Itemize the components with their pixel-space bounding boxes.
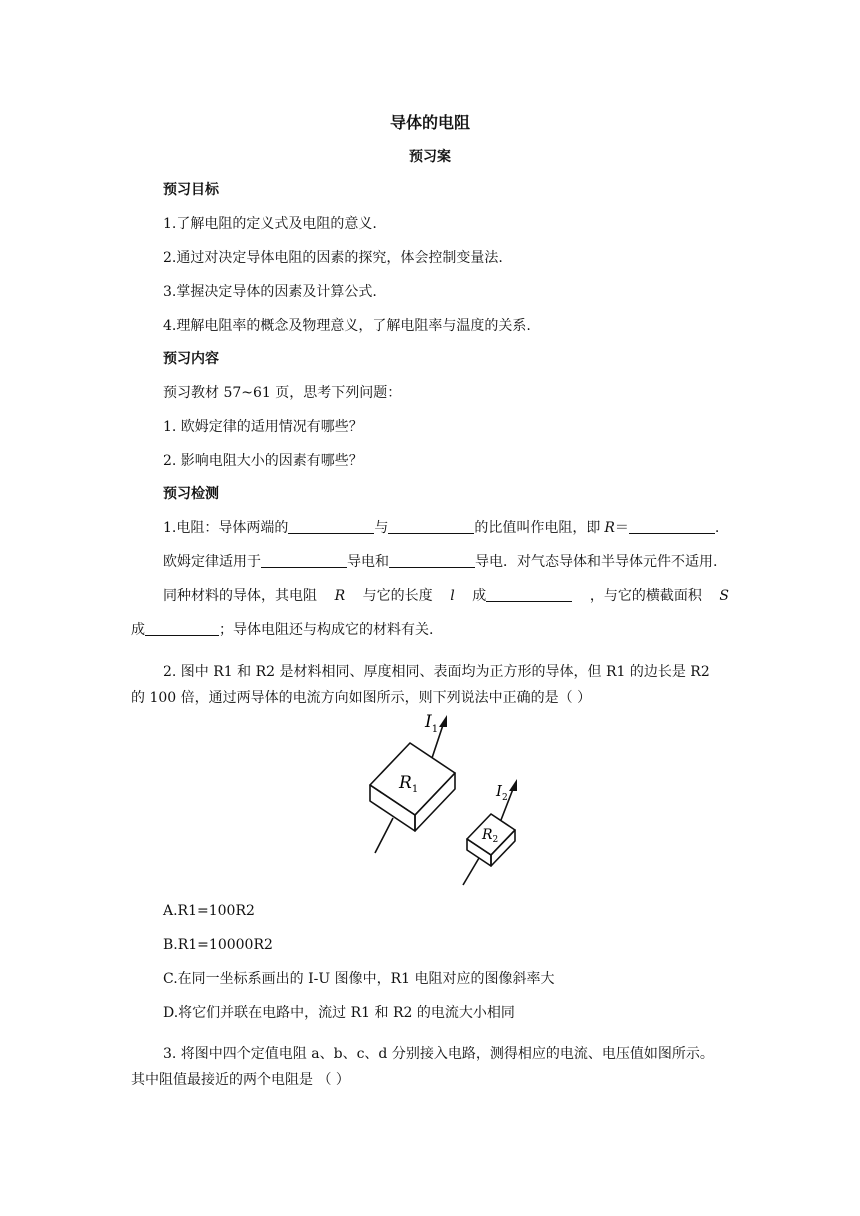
- question-3-line-2: 其中阻值最接近的两个电阻是 （ ）: [131, 1072, 350, 1088]
- option-d: D.将它们并联在电路中，流过 R1 和 R2 的电流大小相同: [163, 1005, 515, 1021]
- answer-blank: [145, 620, 219, 636]
- text-segment: 1.电阻：导体两端的: [163, 520, 289, 536]
- page-subtitle: 预习案: [409, 149, 451, 165]
- goal-item: 4.理解电阻率的概念及物理意义，了解电阻率与温度的关系.: [163, 318, 531, 334]
- answer-blank: [629, 518, 715, 534]
- text-segment: 与: [374, 520, 389, 536]
- question-3-line-1: 3. 将图中四个定值电阻 a、b、c、d 分别接入电路，测得相应的电流、电压值如图所示。: [163, 1046, 714, 1062]
- text-segment: 成: [131, 622, 145, 638]
- page-title: 导体的电阻: [389, 113, 470, 132]
- question-2-line-1: 2. 图中 R1 和 R2 是材料相同、厚度相同、表面均为正方形的导体，但 R1 的边长是 R2: [163, 664, 710, 680]
- text-segment: ，与它的横截面积: [589, 588, 702, 604]
- text-segment: ＝: [614, 520, 629, 536]
- content-question-2: 2. 影响电阻大小的因素有哪些？: [163, 453, 363, 469]
- resistor-figure: [355, 705, 530, 890]
- i2-arrow-icon: [509, 779, 517, 791]
- answer-blank: [261, 552, 347, 568]
- goal-item: 1.了解电阻的定义式及电阻的意义.: [163, 216, 377, 232]
- check-item-1: [163, 518, 719, 538]
- goals-heading: 预习目标: [163, 182, 219, 198]
- r1-lead-wire: [375, 818, 393, 853]
- check-item-3-cont: [131, 620, 433, 640]
- variable-s: S: [719, 588, 729, 604]
- text-segment: 欧姆定律适用于: [163, 554, 261, 570]
- check-heading: 预习检测: [163, 486, 219, 502]
- r2-label: $R_2$: [482, 827, 499, 845]
- r1-top-face: [370, 743, 455, 815]
- text-segment: 的比值叫作电阻，即: [474, 520, 601, 536]
- answer-blank: [389, 552, 475, 568]
- check-item-3: [163, 586, 729, 606]
- text-segment: 同种材料的导体，其电阻: [163, 588, 317, 604]
- variable-l: l: [450, 588, 455, 604]
- question-2-line-2: 的 100 倍，通过两导体的电流方向如图所示，则下列说法中正确的是（ ）: [131, 690, 592, 706]
- option-a: A.R1=100R2: [163, 903, 255, 919]
- option-c: C.在同一坐标系画出的 I-U 图像中，R1 电阻对应的图像斜率大: [163, 971, 555, 987]
- text-segment: 导电和: [347, 554, 389, 570]
- content-heading: 预习内容: [163, 351, 219, 367]
- answer-blank: [288, 518, 374, 534]
- check-item-2: [163, 552, 717, 572]
- option-b: B.R1=10000R2: [163, 937, 273, 953]
- r2-lead-wire: [463, 858, 479, 885]
- variable-r: R: [334, 588, 346, 604]
- r1-right-face: [415, 773, 455, 831]
- content-intro: 预习教材 57~61 页，思考下列问题：: [163, 385, 402, 401]
- text-segment: 与它的长度: [362, 588, 433, 604]
- text-segment: .: [714, 520, 720, 536]
- r2-left-face: [467, 839, 491, 866]
- content-question-1: 1. 欧姆定律的适用情况有哪些？: [163, 419, 363, 435]
- r1-label: $R_1$: [399, 773, 419, 795]
- answer-blank: [388, 518, 474, 534]
- variable-r: R: [604, 520, 615, 536]
- text-segment: 成: [472, 586, 572, 606]
- i1-arrow-icon: [439, 715, 447, 727]
- i2-label: $I_2$: [496, 782, 508, 803]
- goal-item: 2.通过对决定导体电阻的因素的探究，体会控制变量法.: [163, 250, 503, 266]
- text-segment: 导电．对气态导体和半导体元件不适用.: [475, 554, 718, 570]
- text-segment: ；导体电阻还与构成它的材料有关.: [219, 622, 434, 638]
- i1-label: $I_1$: [425, 712, 439, 735]
- goal-item: 3.掌握决定导体的因素及计算公式.: [163, 284, 377, 300]
